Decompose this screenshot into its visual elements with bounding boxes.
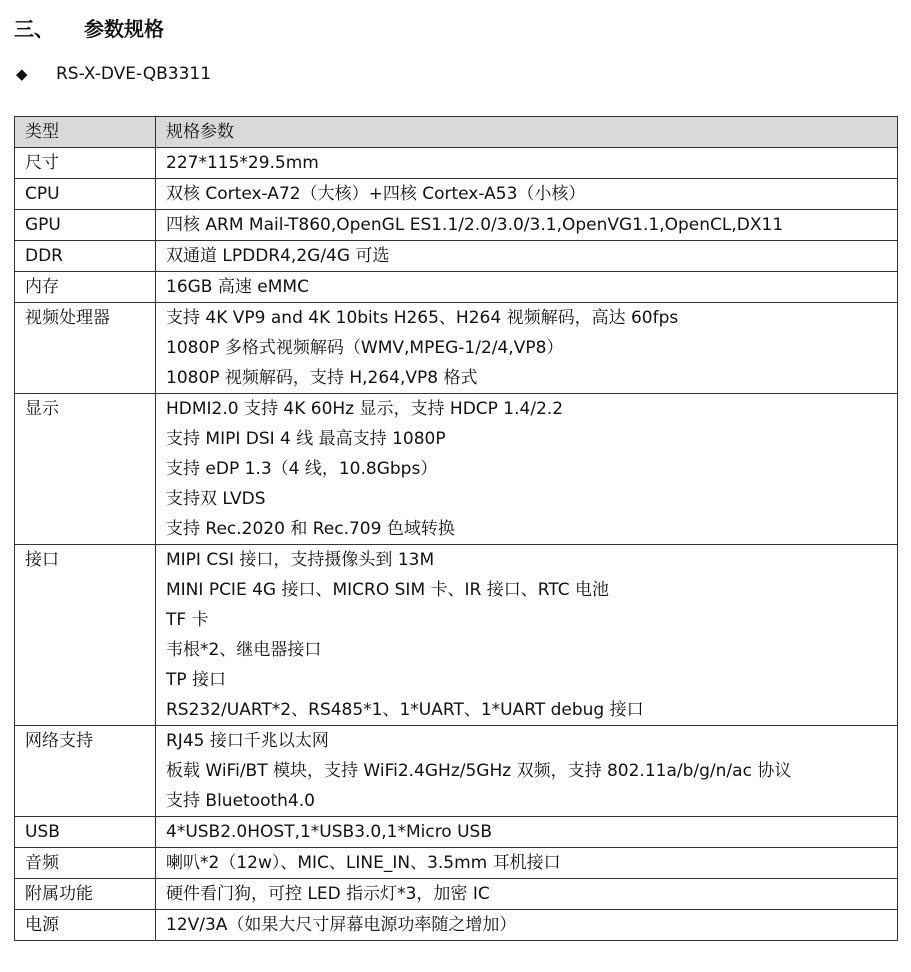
- row-type: 网络支持: [15, 726, 156, 817]
- row-spec: [156, 879, 898, 910]
- row-type: 接口: [15, 545, 156, 726]
- row-type: 内存: [15, 272, 156, 303]
- section-title: 参数规格: [84, 16, 164, 41]
- spec-line: 支持 Rec.2020 和 Rec.709 色域转换: [166, 519, 455, 539]
- row-type: 音频: [15, 848, 156, 879]
- spec-line: 支持 Bluetooth4.0: [166, 791, 315, 811]
- spec-line: 支持 4K VP9 and 4K 10bits H265、H264 视频解码，高达 60fps: [166, 308, 679, 328]
- header-type: 类型: [15, 117, 156, 148]
- row-type: DDR: [15, 241, 156, 272]
- row-spec: [156, 272, 898, 303]
- row-type: 附属功能: [15, 879, 156, 910]
- row-spec: [156, 303, 898, 394]
- spec-line: MIPI CSI 接口，支持摄像头到 13M: [166, 550, 435, 570]
- spec-line: 1080P 多格式视频解码（WMV,MPEG-1/2/4,VP8）: [166, 338, 564, 358]
- spec-line: TF 卡: [166, 610, 209, 630]
- row-spec: [156, 545, 898, 726]
- table-row: [15, 394, 898, 545]
- table-row: [15, 545, 898, 726]
- table-row: [15, 148, 898, 179]
- spec-line: 支持双 LVDS: [166, 489, 266, 509]
- spec-line: 韦根*2、继电器接口: [166, 640, 322, 660]
- spec-line: 四核 ARM Mail-T860,OpenGL ES1.1/2.0/3.0/3.1,OpenVG1.1,OpenCL,DX11: [166, 215, 784, 235]
- spec-table: [14, 116, 898, 941]
- spec-line: 支持 MIPI DSI 4 线 最高支持 1080P: [166, 429, 446, 449]
- spec-line: RJ45 接口千兆以太网: [166, 731, 329, 751]
- spec-line: 双通道 LPDDR4,2G/4G 可选: [166, 246, 390, 266]
- row-spec: [156, 148, 898, 179]
- row-spec: [156, 848, 898, 879]
- spec-line: HDMI2.0 支持 4K 60Hz 显示，支持 HDCP 1.4/2.2: [166, 399, 564, 419]
- spec-line: TP 接口: [166, 670, 227, 690]
- row-type: 显示: [15, 394, 156, 545]
- table-row: [15, 726, 898, 817]
- spec-line: 喇叭*2（12w）、MIC、LINE_IN、3.5mm 耳机接口: [166, 853, 561, 873]
- header-spec: 规格参数: [156, 117, 898, 148]
- table-row: [15, 241, 898, 272]
- row-spec: [156, 210, 898, 241]
- spec-line: 16GB 高速 eMMC: [166, 277, 309, 297]
- row-spec: [156, 394, 898, 545]
- row-spec: [156, 910, 898, 941]
- section-heading: [14, 12, 164, 42]
- table-row: [15, 272, 898, 303]
- spec-line: RS232/UART*2、RS485*1、1*UART、1*UART debug 接口: [166, 700, 644, 720]
- spec-line: 12V/3A（如果大尺寸屏幕电源功率随之增加）: [166, 915, 517, 935]
- table-row: [15, 303, 898, 394]
- row-type: 视频处理器: [15, 303, 156, 394]
- spec-line: 硬件看门狗，可控 LED 指示灯*3，加密 IC: [166, 884, 490, 904]
- table-row: [15, 210, 898, 241]
- spec-line: 双核 Cortex-A72（大核）+四核 Cortex-A53（小核）: [166, 184, 586, 204]
- row-spec: [156, 726, 898, 817]
- table-row: [15, 179, 898, 210]
- spec-line: 4*USB2.0HOST,1*USB3.0,1*Micro USB: [166, 822, 493, 842]
- table-row: [15, 848, 898, 879]
- row-type: GPU: [15, 210, 156, 241]
- section-number: 三、: [14, 16, 54, 41]
- row-spec: [156, 817, 898, 848]
- table-row: [15, 817, 898, 848]
- spec-line: 1080P 视频解码，支持 H,264,VP8 格式: [166, 368, 478, 388]
- spec-line: 227*115*29.5mm: [166, 153, 319, 173]
- row-type: CPU: [15, 179, 156, 210]
- row-spec: [156, 241, 898, 272]
- spec-line: 支持 eDP 1.3（4 线，10.8Gbps）: [166, 459, 438, 479]
- spec-line: MINI PCIE 4G 接口、MICRO SIM 卡、IR 接口、RTC 电池: [166, 580, 609, 600]
- row-type: USB: [15, 817, 156, 848]
- model-name: RS-X-DVE-QB3311: [56, 64, 212, 84]
- table-header-row: [15, 117, 898, 148]
- row-spec: [156, 179, 898, 210]
- row-type: 尺寸: [15, 148, 156, 179]
- row-type: 电源: [15, 910, 156, 941]
- table-row: [15, 879, 898, 910]
- spec-line: 板载 WiFi/BT 模块，支持 WiFi2.4GHz/5GHz 双频，支持 802.11a/b/g/n/ac 协议: [166, 761, 792, 781]
- table-row: [15, 910, 898, 941]
- model-line: [16, 60, 211, 88]
- diamond-bullet-icon: ◆: [16, 65, 28, 83]
